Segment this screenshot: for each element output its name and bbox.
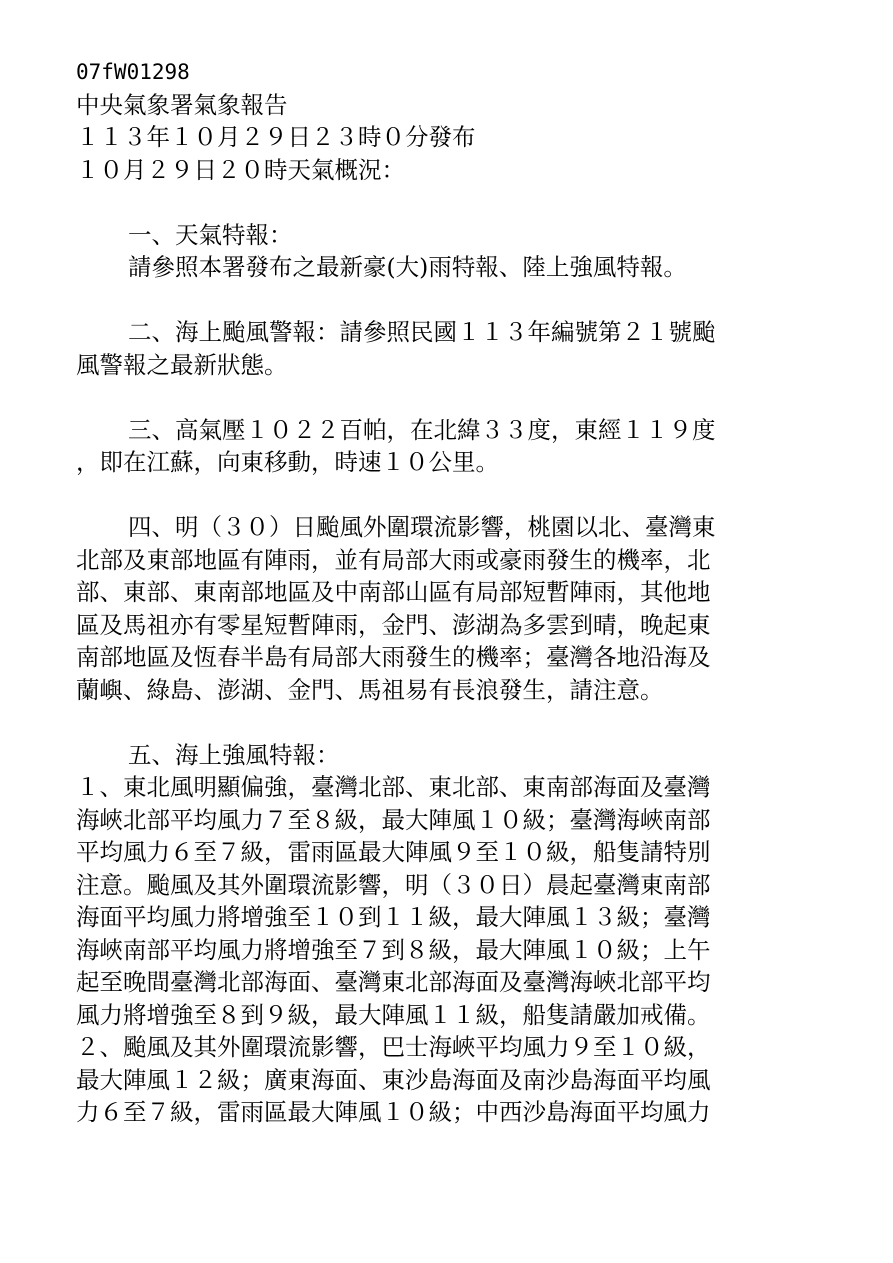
weather-report-document xyxy=(76,56,816,1129)
section-heading: 五、海上強風特報： xyxy=(128,740,340,769)
section-line: 請參照本署發布之最新豪(大)雨特報、陸上強風特報。 xyxy=(128,253,687,281)
issued-timestamp: １１３年１０月２９日２３時０分發布 xyxy=(76,123,476,151)
section-line: 風警報之最新狀態。 xyxy=(76,350,288,379)
spacer xyxy=(76,479,816,512)
section-typhoon-warning xyxy=(76,316,816,381)
section-line: 部、東部、東南部地區及中南部山區有局部短暫陣雨，其他地 xyxy=(76,578,711,606)
document-id: 07fW01298 xyxy=(76,60,190,84)
section-line: 海面平均風力將增強至１０到１１級，最大陣風１３級；臺灣 xyxy=(76,903,711,931)
spacer xyxy=(76,381,816,414)
section-line: 三、高氣壓１０２２百帕，在北緯３３度，東經１１９度 xyxy=(128,415,716,444)
spacer xyxy=(76,284,816,317)
section-line: 四、明（３０）日颱風外圍環流影響，桃園以北、臺灣東 xyxy=(128,513,716,541)
section-line: 北部及東部地區有陣雨，並有局部大雨或豪雨發生的機率，北 xyxy=(76,545,711,574)
section-line: 海峽北部平均風力７至８級，最大陣風１０級；臺灣海峽南部 xyxy=(76,805,711,834)
section-line: 平均風力６至７級，雷雨區最大陣風９至１０級，船隻請特別 xyxy=(76,838,711,866)
section-line: 注意。颱風及其外圍環流影響，明（３０日）晨起臺灣東南部 xyxy=(76,870,711,899)
section-line: １、東北風明顯偏強，臺灣北部、東北部、東南部海面及臺灣 xyxy=(76,773,711,801)
section-line: ２、颱風及其外圍環流影響，巴士海峽平均風力９至１０級， xyxy=(76,1033,711,1061)
section-line: 二、海上颱風警報：請參照民國１１３年編號第２１號颱 xyxy=(128,318,716,346)
spacer xyxy=(76,706,816,739)
section-heading: 一、天氣特報： xyxy=(128,220,293,249)
section-line: 風力將增強至８到９級，最大陣風１１級，船隻請嚴加戒備。 xyxy=(76,1000,711,1029)
section-high-pressure xyxy=(76,414,816,479)
section-line: 南部地區及恆春半島有局部大雨發生的機率；臺灣各地沿海及 xyxy=(76,643,711,671)
section-line: 海峽南部平均風力將增強至７到８級，最大陣風１０級；上午 xyxy=(76,935,711,964)
section-line: 力６至７級，雷雨區最大陣風１０級；中西沙島海面平均風力 xyxy=(76,1098,711,1126)
section-line: 最大陣風１２級；廣東海面、東沙島海面及南沙島海面平均風 xyxy=(76,1065,711,1094)
section-marine-wind-advisory xyxy=(76,739,816,1129)
section-line: 起至晚間臺灣北部海面、臺灣東北部海面及臺灣海峽北部平均 xyxy=(76,968,711,996)
section-weather-advisory xyxy=(76,219,816,284)
overview-heading: １０月２９日２０時天氣概況： xyxy=(76,155,405,184)
section-line: 蘭嶼、綠島、澎湖、金門、馬祖易有長浪發生，請注意。 xyxy=(76,675,664,704)
section-line: ，即在江蘇，向東移動，時速１０公里。 xyxy=(76,448,499,476)
agency-title: 中央氣象署氣象報告 xyxy=(76,90,288,119)
section-line: 區及馬祖亦有零星短暫陣雨，金門、澎湖為多雲到晴，晚起東 xyxy=(76,610,711,639)
spacer xyxy=(76,186,816,219)
section-forecast xyxy=(76,511,816,706)
